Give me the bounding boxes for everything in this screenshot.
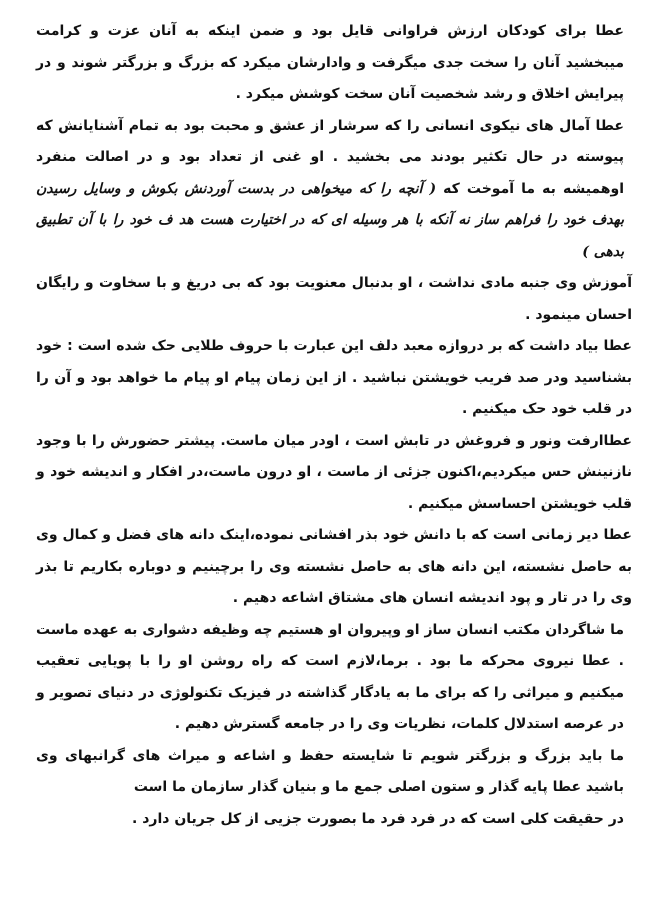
paragraph-students: ما شاگردان مکتب انسان ساز او وپیروان او هستیم چه وظیفه دشواری به عهده ماست . عطا نیروی محرکه ما بود . برما،لازم است که راه روشن او را با پویایی تعقیب میکنیم و میراثی را که برای ما به یادگار گذاشته در فیزیک تکنولوژی در دنیای تصویر و در عرصه استدلال کلمات، نظریات وی را در جامعه گسترش دهیم . <box>36 621 624 732</box>
paragraph-whole: در حقیقت کلی است که در فرد فرد ما بصورت جزیی از کل جریان دارد . <box>132 810 624 827</box>
paragraph-delphi: عطا بیاد داشت که بر دروازه معبد دلف این عبارت با حروف طلایی حک شده است : خود بشناسید ودر صد فریب خویشتن نباشید . از این زمان پیام او پیام ما خواهد بود و آن را در قلب خود حک میکنیم . <box>36 338 632 417</box>
quote-text: ( آنچه را که میخواهی در بدست آوردنش بکوش و وسایل رسیدن بهدف خود را فراهم ساز نه آنکه با هر وسیله ای که در اختیارت هست هد ف خود را با آن تطبیق بدهی ) <box>36 180 624 260</box>
paragraph-virtues-text: عطا آمال های نیکوی انسانی را که سرشار از عشق و محبت بود به تمام آشنایانش که پیوسته در حال تکثیر بودند می بخشید . او غنی از تعداد بود و در اصالت منفرد اوهمیشه به ما آموخت که <box>36 117 625 197</box>
paragraph-legacy: ما باید بزرگ و بزرگتر شویم تا شایسته حفظ و اشاعه و میراث های گرانبهای وی باشید عطا پایه گذار و ستون اصلی جمع ما و بنیان گذار سازمان ما است <box>36 747 624 795</box>
paragraph-presence: عطاارفت ونور و فروغش در تابش است ، اودر میان ماست. پیشتر حضورش را با وجود نازنینش حس میکردیم،اکنون جزئی از ماست ، او درون ماست،در افکار و اندیشه خود و قلب خویشتن احساسش میکنیم . <box>36 432 632 512</box>
document-body <box>36 16 632 835</box>
paragraph-seeds: عطا دیر زمانی است که با دانش خود بذر افشانی نموده،اینک دانه های فضل و کمال وی به حاصل نشسته، این دانه های به حاصل نشسته وی را برچینیم و دوباره بکاریم تا بذر وی را در تار و پود اندیشه انسان های مشتاق اشاعه دهیم . <box>36 527 632 606</box>
paragraph-children: عطا برای کودکان ارزش فراوانی قایل بود و ضمن اینکه به آنان عزت و کرامت میبخشید آنان را سخت جدی میگرفت و وادارشان میکرد که بزرگ و بزرگتر شوند و در پیرایش اخلاق و رشد شخصیت آنان سخت کوشش میکرد . <box>36 23 624 102</box>
paragraph-virtues <box>36 111 632 269</box>
paragraph-teaching: آموزش وی جنبه مادی نداشت ، او بدنبال معنویت بود که بی دریغ و با سخاوت و رایگان احسان مینمود . <box>36 275 632 323</box>
